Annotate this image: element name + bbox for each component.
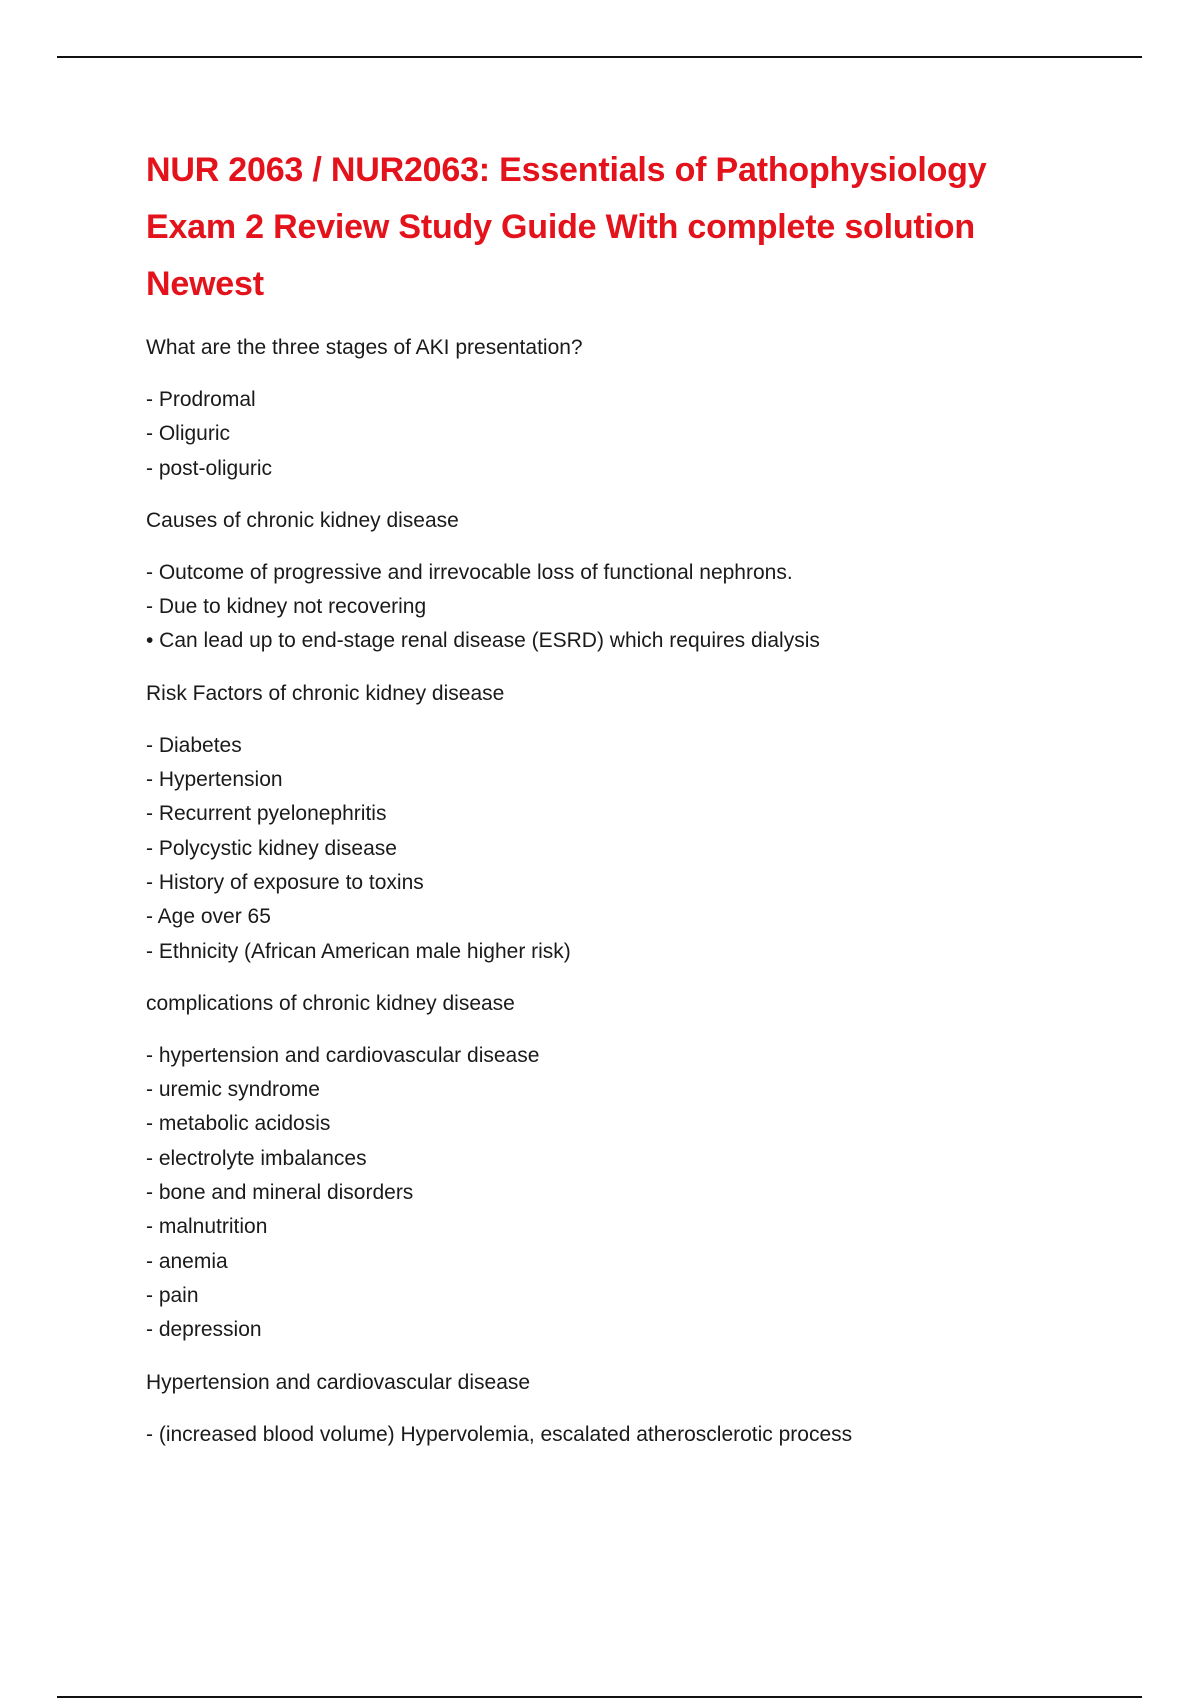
answer-item: - depression <box>146 1318 262 1342</box>
answer-item: - Recurrent pyelonephritis <box>146 802 387 826</box>
title-line: Newest <box>146 265 264 303</box>
answer-item: - Hypertension <box>146 768 283 792</box>
answer-item: - Oliguric <box>146 422 231 446</box>
answer-item: • Can lead up to end-stage renal disease (ESRD) which requires dialysis <box>146 629 820 653</box>
section-ckd-complications <box>146 989 1106 1348</box>
answer-item: - post-oliguric <box>146 456 273 480</box>
answer-item: - History of exposure to toxins <box>146 870 424 894</box>
section-ckd-causes <box>146 506 1106 659</box>
answer-item: - metabolic acidosis <box>146 1112 331 1136</box>
answer-item: - bone and mineral disorders <box>146 1181 414 1205</box>
section-question: Risk Factors of chronic kidney disease <box>146 681 505 705</box>
answer-item: - uremic syndrome <box>146 1078 320 1102</box>
answer-item: - (increased blood volume) Hypervolemia, escalated atherosclerotic process <box>146 1422 853 1446</box>
answer-list <box>146 556 1106 659</box>
answer-list <box>146 729 1106 969</box>
section-hypertension-cvd <box>146 1368 1106 1452</box>
answer-list <box>146 383 1106 486</box>
answer-item: - Prodromal <box>146 388 256 411</box>
section-ckd-risk-factors <box>146 679 1106 969</box>
title-line: NUR 2063 / NUR2063: Essentials of Pathophysiology <box>146 151 987 189</box>
answer-item: - malnutrition <box>146 1215 268 1239</box>
answer-list <box>146 1418 1106 1452</box>
answer-item: - hypertension and cardiovascular disease <box>146 1043 540 1067</box>
answer-item: - Age over 65 <box>146 905 271 929</box>
header-rule <box>57 56 1142 58</box>
document-body <box>146 142 1106 1472</box>
answer-item: - Outcome of progressive and irrevocable loss of functional nephrons. <box>146 560 793 584</box>
answer-item: - pain <box>146 1283 199 1307</box>
section-question: What are the three stages of AKI presentation? <box>146 336 583 359</box>
document-title <box>146 142 1106 313</box>
answer-item: - electrolyte imbalances <box>146 1146 367 1170</box>
section-question: Hypertension and cardiovascular disease <box>146 1370 531 1394</box>
answer-item: - Ethnicity (African American male higher risk) <box>146 939 571 963</box>
answer-item: - Due to kidney not recovering <box>146 595 427 619</box>
answer-item: - Polycystic kidney disease <box>146 836 397 860</box>
section-question: complications of chronic kidney disease <box>146 991 515 1015</box>
answer-list <box>146 1039 1106 1348</box>
section-question: Causes of chronic kidney disease <box>146 508 459 532</box>
footer-rule <box>57 1696 1142 1698</box>
title-line: Exam 2 Review Study Guide With complete solution <box>146 208 975 246</box>
section-aki-stages <box>146 333 1106 486</box>
answer-item: - Diabetes <box>146 733 242 757</box>
answer-item: - anemia <box>146 1249 228 1273</box>
